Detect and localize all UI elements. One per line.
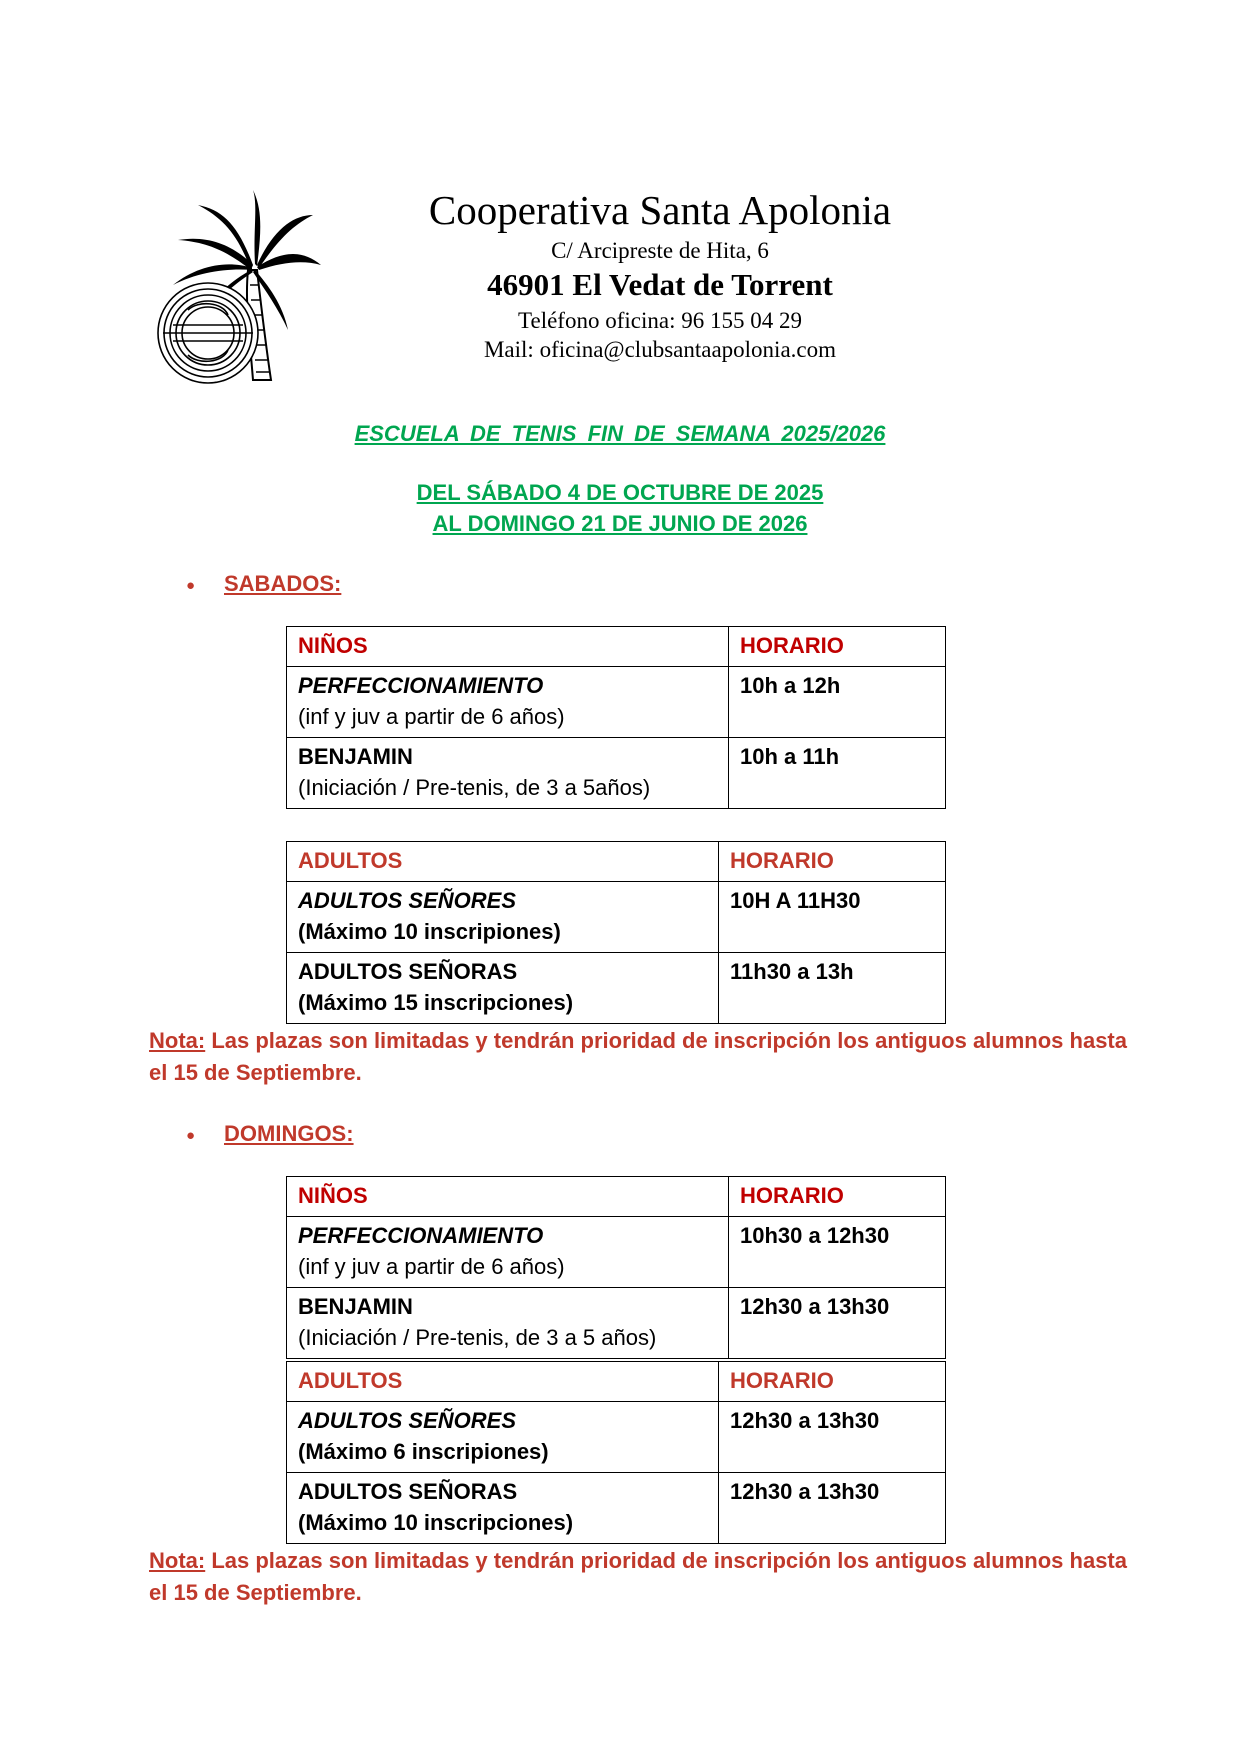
nota-text: Las plazas son limitadas y tendrán prioridad de inscripción los antiguos alumnos hasta el 15 de Septiembre. [149,1548,1127,1605]
course-detail: (inf y juv a partir de 6 años) [298,1254,565,1279]
section-sabados: SABADOS: [224,571,342,596]
course-time: 12h30 a 13h30 [719,1402,946,1473]
course-title: PERFECCIONAMIENTO [298,673,544,698]
sabados-adultos-table [286,841,946,1024]
course-title: BENJAMIN [298,744,413,769]
col-header: HORARIO [719,842,946,882]
nota-label: Nota: [149,1028,206,1053]
sabados-ninos-table [286,626,946,809]
course-time: 10h a 12h [729,667,946,738]
course-title: BENJAMIN [298,1294,413,1319]
course-detail: (Máximo 6 inscripiones) [298,1439,549,1464]
course-title: ADULTOS SEÑORAS [298,1479,518,1504]
school-title: ESCUELA DE TENIS FIN DE SEMANA 2025/2026 [354,421,886,446]
org-street: C/ Arcipreste de Hita, 6 [551,238,769,263]
nota-text: Las plazas son limitadas y tendrán prioridad de inscripción los antiguos alumnos hasta el 15 de Septiembre. [149,1028,1127,1085]
course-detail: (Máximo 15 inscripciones) [298,990,574,1015]
course-detail: (Máximo 10 inscripiones) [298,919,561,944]
col-header: NIÑOS [287,627,729,667]
table-row [287,738,946,809]
table-row [287,953,946,1024]
course-detail: (Iniciación / Pre-tenis, de 3 a 5años) [298,775,651,800]
col-header: HORARIO [729,1177,946,1217]
course-time: 10H A 11H30 [719,882,946,953]
col-header: HORARIO [719,1362,946,1402]
bullet-icon: ● [186,577,196,594]
date-from: DEL SÁBADO 4 DE OCTUBRE DE 2025 [416,480,824,505]
domingos-adultos-table [286,1361,946,1544]
table-row [287,1288,946,1359]
org-phone: Teléfono oficina: 96 155 04 29 [518,308,802,333]
bullet-icon: ● [186,1127,196,1144]
col-header: NIÑOS [287,1177,729,1217]
course-time: 11h30 a 13h [719,953,946,1024]
org-mail: Mail: oficina@clubsantaapolonia.com [483,337,837,362]
course-detail: (inf y juv a partir de 6 años) [298,704,565,729]
org-city: 46901 El Vedat de Torrent [487,267,833,302]
course-title: ADULTOS SEÑORES [298,888,516,913]
date-to: AL DOMINGO 21 DE JUNIO DE 2026 [432,511,808,536]
course-title: ADULTOS SEÑORES [298,1408,516,1433]
table-row [287,1473,946,1544]
table-row [287,882,946,953]
course-time: 12h30 a 13h30 [729,1288,946,1359]
course-detail: (Máximo 10 inscripciones) [298,1510,574,1535]
col-header: ADULTOS [287,1362,719,1402]
nota-sabados [149,1025,1129,1089]
course-title: PERFECCIONAMIENTO [298,1223,544,1248]
course-detail: (Iniciación / Pre-tenis, de 3 a 5 años) [298,1325,657,1350]
palm-tree-logo [153,190,323,385]
course-time: 10h a 11h [729,738,946,809]
course-time: 10h30 a 12h30 [729,1217,946,1288]
course-time: 12h30 a 13h30 [719,1473,946,1544]
nota-label: Nota: [149,1548,206,1573]
table-row [287,667,946,738]
domingos-ninos-table [286,1176,946,1359]
section-domingos: DOMINGOS: [224,1121,354,1146]
table-row [287,1217,946,1288]
course-title: ADULTOS SEÑORAS [298,959,518,984]
col-header: ADULTOS [287,842,719,882]
org-name: Cooperativa Santa Apolonia [428,187,892,233]
col-header: HORARIO [729,627,946,667]
nota-domingos [149,1545,1129,1609]
table-row [287,1402,946,1473]
